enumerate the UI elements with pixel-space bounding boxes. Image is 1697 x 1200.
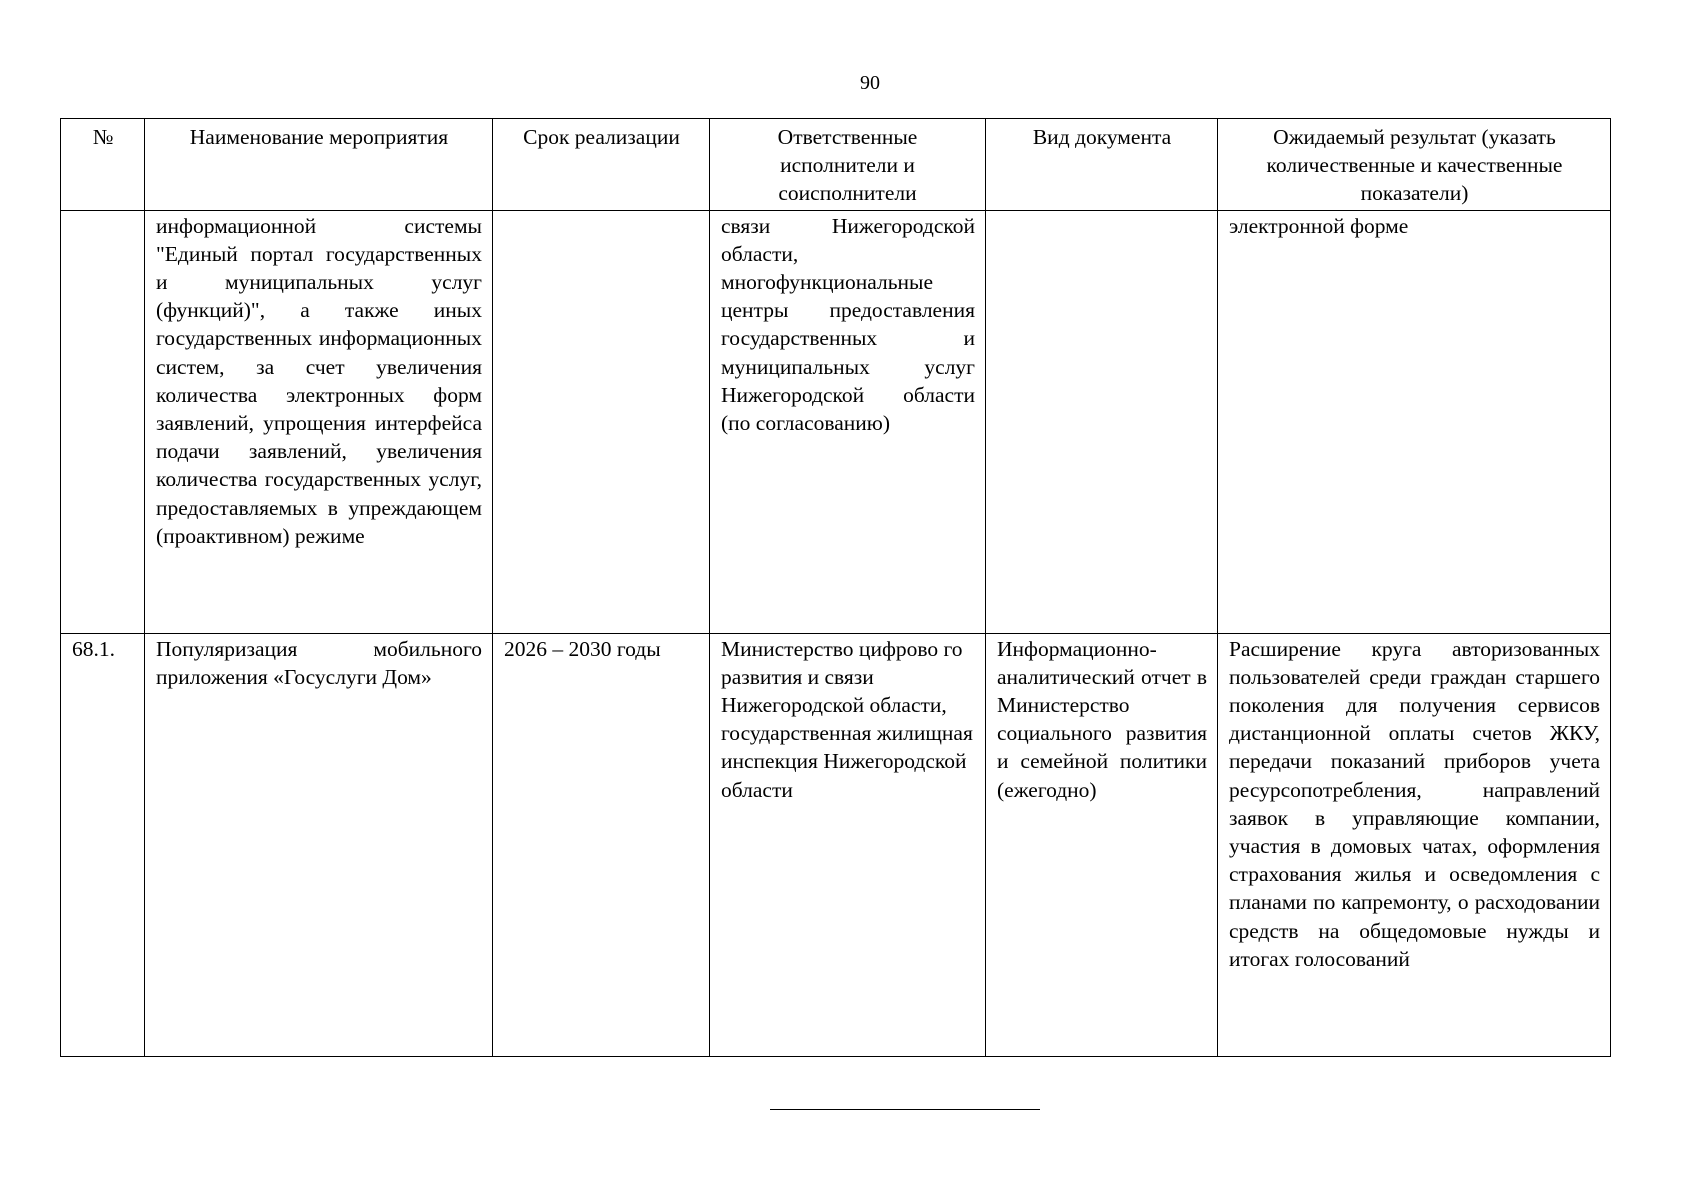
table-row xyxy=(61,633,1611,1056)
table-header-row xyxy=(61,119,1611,211)
row-responsible: связи Нижегородской области, многофункциональные центры предоставления государственных и муниципальных услуг Нижегородской области (по согласованию) xyxy=(710,210,986,633)
row-measure-name: информационной системы "Единый портал государственных и муниципальных услуг (функций)", а также иных государственных информационных систем, за счет увеличения количества электронных форм заявлений, упрощения интерфейса подачи заявлений, увеличения количества государственных услуг, предоставляемых в упреждающем (проактивном) режиме xyxy=(145,210,493,633)
row-period: 2026 – 2030 годы xyxy=(493,633,710,1056)
header-expected-result: Ожидаемый результат (указать количественные и качественные показатели) xyxy=(1218,119,1611,211)
footer-rule xyxy=(770,1109,1040,1110)
row-period xyxy=(493,210,710,633)
row-expected-result: Расширение круга авторизованных пользователей среди граждан старшего поколения для получения сервисов дистанционной оплаты счетов ЖКУ, передачи показаний приборов учета ресурсопотребления, направлений заявок в управляющие компании, участия в домовых чатах, оформления страхования жилья и осведомления с планами по капремонту, о расходовании средств на общедомовые нужды и итогах голосований xyxy=(1218,633,1611,1056)
row-responsible: Министерство цифрово го развития и связи Нижегородской области, государственная жилищная инспекция Нижегородской области xyxy=(710,633,986,1056)
page-number: 90 xyxy=(860,72,880,94)
row-document-type: Информационно-аналитический отчет в Министерство социального развития и семейной политики (ежегодно) xyxy=(986,633,1218,1056)
header-responsible: Ответственные исполнители и соисполнители xyxy=(710,119,986,211)
row-expected-result: электронной форме xyxy=(1218,210,1611,633)
row-document-type xyxy=(986,210,1218,633)
measures-table xyxy=(60,118,1611,1057)
row-number xyxy=(61,210,145,633)
table-row xyxy=(61,210,1611,633)
header-period: Срок реализации xyxy=(493,119,710,211)
row-number: 68.1. xyxy=(61,633,145,1056)
header-document-type: Вид документа xyxy=(986,119,1218,211)
row-measure-name: Популяризация мобильного приложения «Госуслуги Дом» xyxy=(145,633,493,1056)
header-measure-name: Наименование мероприятия xyxy=(145,119,493,211)
header-number: № xyxy=(61,119,145,211)
